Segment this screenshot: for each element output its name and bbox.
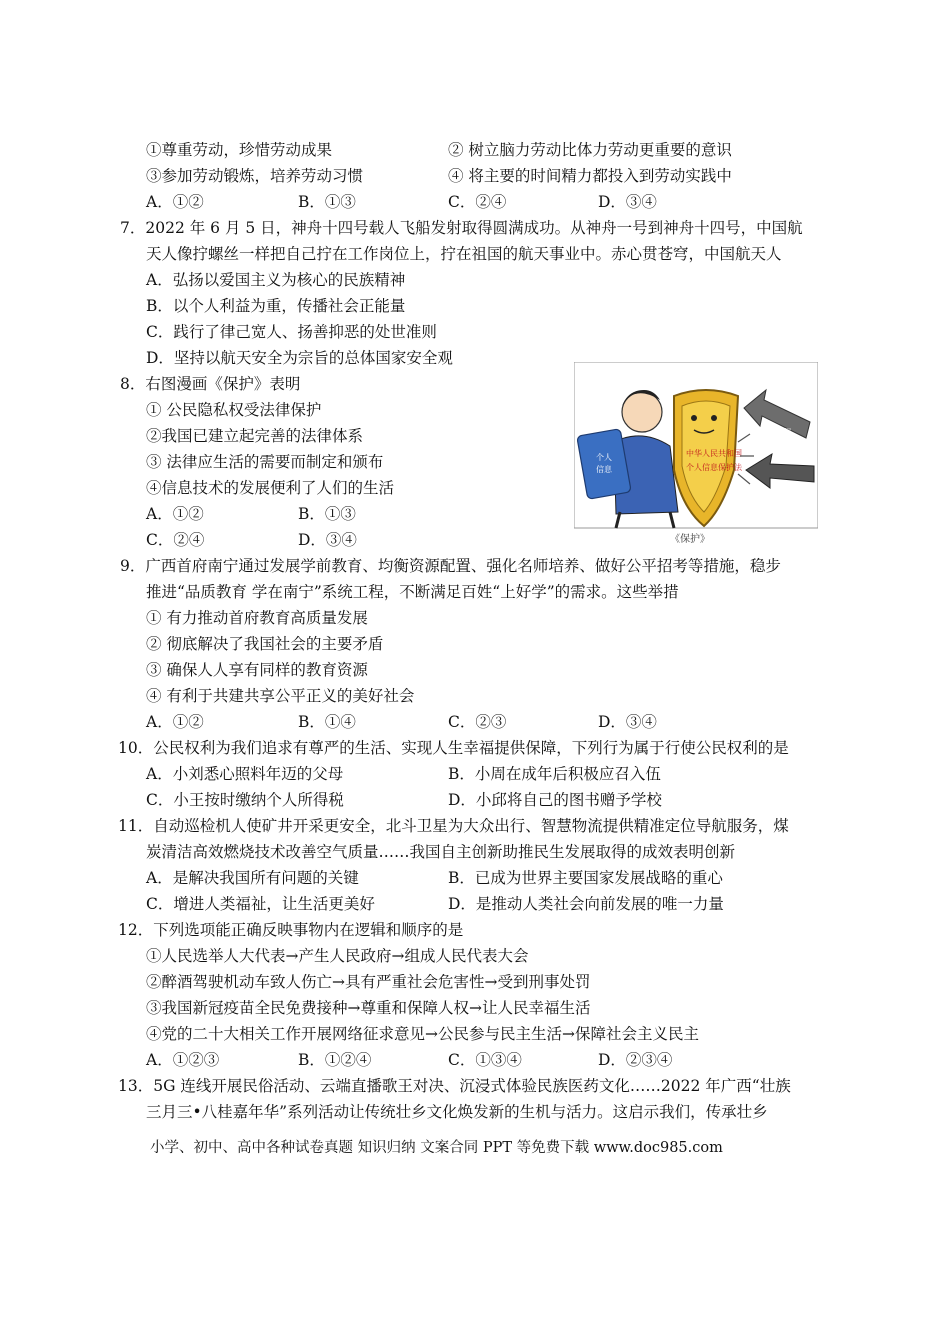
q8-item-4: ④信息技术的发展便利了人们的生活 bbox=[146, 479, 395, 497]
q13-stem-line-1: 13．5G 连线开展民俗活动、云端直播歌王对决、沉浸式体验民族医药文化……2022 年广西“壮族 bbox=[118, 1077, 791, 1095]
q12-stem: 12．下列选项能正确反映事物内在逻辑和顺序的是 bbox=[118, 921, 464, 939]
q12-item-4: ④党的二十大相关工作开展网络征求意见→公民参与民主生活→保障社会主义民主 bbox=[146, 1025, 699, 1043]
q10-choice-c: C．小王按时缴纳个人所得税 bbox=[146, 791, 344, 809]
q9-item-3: ③ 确保人人享有同样的教育资源 bbox=[146, 661, 368, 679]
q9-choice-a: A．①② bbox=[146, 713, 204, 731]
tablet-label-1: 个人 bbox=[596, 453, 612, 462]
q6-item-1: ①尊重劳动，珍惜劳动成果 bbox=[146, 141, 333, 159]
q12-choice-c: C．①③④ bbox=[448, 1051, 522, 1069]
q6-choice-b: B．①③ bbox=[298, 193, 356, 211]
protection-comic bbox=[574, 362, 818, 546]
q6-item-3: ③参加劳动锻炼，培养劳动习惯 bbox=[146, 167, 364, 185]
q7-stem-line-1: 7．2022 年 6 月 5 日，神舟十四号载人飞船发射取得圆满成功。从神舟一号到神舟十四号，中国航 bbox=[120, 219, 803, 237]
page-footer: 小学、初中、高中各种试卷真题 知识归纳 文案合同 PPT 等免费下载 www.doc985.com bbox=[150, 1140, 723, 1156]
q13-stem-line-2: 三月三•八桂嘉年华”系列活动让传统壮乡文化焕发新的生机与活力。这启示我们，传承壮乡 bbox=[146, 1103, 768, 1121]
q11-choice-a: A．是解决我国所有问题的关键 bbox=[146, 869, 359, 887]
comic-caption: 《保护》 bbox=[670, 534, 710, 545]
q9-stem-line-1: 9．广西首府南宁通过发展学前教育、均衡资源配置、强化名师培养、做好公平招考等措施，稳步 bbox=[120, 557, 781, 575]
q9-stem-line-2: 推进“品质教育 学在南宁”系统工程，不断满足百姓“上好学”的需求。这些举措 bbox=[146, 583, 679, 601]
q11-stem-line-2: 炭清洁高效燃烧技术改善空气质量……我国自主创新助推民生发展取得的成效表明创新 bbox=[146, 843, 736, 861]
q7-option-a: A．弘扬以爱国主义为核心的民族精神 bbox=[146, 271, 406, 289]
q8-choice-c: C．②④ bbox=[146, 531, 205, 549]
q12-item-1: ①人民选举人大代表→产生人民政府→组成人民代表大会 bbox=[146, 947, 529, 965]
q12-choice-a: A．①②③ bbox=[146, 1051, 220, 1069]
q6-choice-d: D．③④ bbox=[598, 193, 657, 211]
q7-option-b: B．以个人利益为重，传播社会正能量 bbox=[146, 297, 406, 315]
q8-item-1: ① 公民隐私权受法律保护 bbox=[146, 401, 322, 419]
q11-choice-d: D．是推动人类社会向前发展的唯一力量 bbox=[448, 895, 724, 913]
q11-stem-line-1: 11．自动巡检机人使矿井开采更安全，北斗卫星为大众出行、智慧物流提供精准定位导航服务，煤 bbox=[118, 817, 789, 835]
q11-choice-b: B．已成为世界主要国家发展战略的重心 bbox=[448, 869, 723, 887]
q9-choice-d: D．③④ bbox=[598, 713, 657, 731]
q8-choice-b: B．①③ bbox=[298, 505, 356, 523]
q8-choice-d: D．③④ bbox=[298, 531, 357, 549]
q12-item-2: ②醉酒驾驶机动车致人伤亡→具有严重社会危害性→受到刑事处罚 bbox=[146, 973, 591, 991]
q8-choice-a: A．①② bbox=[146, 505, 204, 523]
arrow-label-2b: 识别技术 bbox=[774, 496, 802, 504]
q9-item-2: ② 彻底解决了我国社会的主要矛盾 bbox=[146, 635, 384, 653]
q8-item-2: ②我国已建立起完善的法律体系 bbox=[146, 427, 364, 445]
shield-label-1: 中华人民共和国 bbox=[686, 449, 742, 458]
q10-choice-b: B．小周在成年后积极应召入伍 bbox=[448, 765, 661, 783]
q10-stem: 10．公民权利为我们追求有尊严的生活、实现人生幸福提供保障，下列行为属于行使公民权利的是 bbox=[118, 739, 789, 757]
q7-option-c: C．践行了律己宽人、扬善抑恶的处世准则 bbox=[146, 323, 437, 341]
q6-item-4: ④ 将主要的时间精力都投入到劳动实践中 bbox=[448, 167, 732, 185]
q6-choice-c: C．②④ bbox=[448, 193, 507, 211]
q8-item-3: ③ 法律应生活的需要而制定和颁布 bbox=[146, 453, 384, 471]
q9-item-4: ④ 有利于共建共享公平正义的美好社会 bbox=[146, 687, 415, 705]
q9-choice-c: C．②③ bbox=[448, 713, 507, 731]
q8-stem: 8．右图漫画《保护》表明 bbox=[120, 375, 301, 393]
q9-choice-b: B．①④ bbox=[298, 713, 356, 731]
q11-choice-c: C．增进人类福祉，让生活更美好 bbox=[146, 895, 375, 913]
q10-choice-a: A．小刘悉心照料年迈的父母 bbox=[146, 765, 344, 783]
q6-choice-a: A．①② bbox=[146, 193, 204, 211]
q9-item-1: ① 有力推动首府教育高质量发展 bbox=[146, 609, 368, 627]
tablet-label-2: 信息 bbox=[596, 465, 612, 474]
shield-label-2: 个人信息保护法 bbox=[686, 463, 742, 472]
arrow-label-1a: 大数据 bbox=[770, 428, 791, 436]
q7-option-d: D．坚持以航天安全为宗旨的总体国家安全观 bbox=[146, 349, 453, 367]
q7-stem-line-2: 天人像拧螺丝一样把自己拧在工作岗位上，拧在祖国的航天事业中。赤心贯苍穹，中国航天人 bbox=[146, 245, 782, 263]
q12-choice-b: B．①②④ bbox=[298, 1051, 372, 1069]
q12-choice-d: D．②③④ bbox=[598, 1051, 673, 1069]
arrow-label-2a: 滥用人脸 bbox=[772, 486, 800, 494]
q6-item-2: ② 树立脑力劳动比体力劳动更重要的意识 bbox=[448, 141, 732, 159]
arrow-label-1b: 杀熟 bbox=[774, 438, 788, 446]
q12-item-3: ③我国新冠疫苗全民免费接种→尊重和保障人权→让人民幸福生活 bbox=[146, 999, 591, 1017]
q10-choice-d: D．小邱将自己的图书赠予学校 bbox=[448, 791, 662, 809]
